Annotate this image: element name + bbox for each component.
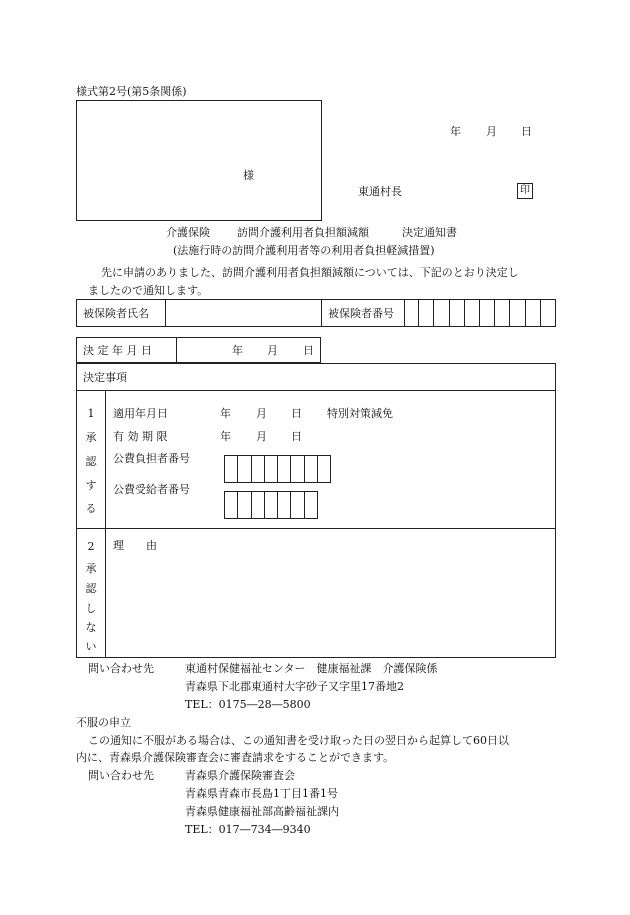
form-number: 様式第2号(第5条関係): [76, 85, 187, 98]
reject-vertical-char: い: [85, 640, 97, 653]
title-line1-b: 訪問介護利用者負担額減額: [237, 226, 369, 239]
reject-vertical-char: な: [85, 621, 97, 634]
approve-vertical-char: る: [85, 502, 97, 515]
review-board-name: 青森県介護保険審査会: [185, 769, 295, 782]
reject-number: 2: [87, 540, 95, 553]
special-reduction-label: 特別対策減免: [327, 407, 393, 420]
issuer-name: 東通村長: [358, 185, 402, 198]
digit-cell[interactable]: [225, 456, 238, 482]
recipient-number-cells[interactable]: [224, 491, 318, 519]
review-board-address: 青森県青森市長島1丁目1番1号: [185, 787, 338, 800]
apply-month: 月: [256, 407, 267, 420]
contact-office: 東通村保健福祉センター 健康福祉課 介護保険係: [185, 662, 438, 675]
intro-line2: ましたので通知します。: [88, 284, 209, 297]
digit-cell[interactable]: [526, 299, 541, 327]
digit-cell[interactable]: [318, 456, 331, 482]
contact-tel: TEL：0175―28―5800: [185, 698, 311, 711]
addressee-honorific: 様: [243, 169, 254, 182]
digit-cell[interactable]: [465, 299, 480, 327]
seal-mark: 印: [517, 183, 533, 199]
title-line2: (法施行時の訪問介護利用者等の利用者負担軽減措置): [173, 244, 435, 257]
decision-date-divider: [176, 337, 177, 363]
digit-cell[interactable]: [238, 456, 251, 482]
insured-name-label: 被保険者氏名: [83, 307, 149, 320]
digit-cell[interactable]: [510, 299, 525, 327]
reject-vertical-char: 承: [85, 562, 97, 575]
review-board-tel: TEL：017―734―9340: [185, 823, 311, 836]
decision-day: 日: [303, 344, 314, 357]
review-board-dept: 青森県健康福祉部高齢福祉課内: [185, 805, 339, 818]
valid-year: 年: [220, 430, 231, 443]
digit-cell[interactable]: [404, 299, 419, 327]
digit-cell[interactable]: [252, 492, 265, 518]
table-rule: [76, 528, 556, 529]
digit-cell[interactable]: [541, 299, 556, 327]
insured-number-label: 被保険者番号: [328, 307, 394, 320]
insured-number-cells[interactable]: [404, 299, 556, 327]
decision-month: 月: [267, 344, 278, 357]
insured-name-field[interactable]: [166, 300, 320, 326]
digit-cell[interactable]: [305, 492, 318, 518]
digit-cell[interactable]: [265, 456, 278, 482]
digit-cell[interactable]: [291, 492, 304, 518]
reject-reason-label: 理 由: [113, 539, 157, 552]
date-day: 日: [521, 125, 532, 138]
validity-label: 有 効 期 限: [113, 430, 168, 443]
appeal-line1: この通知に不服がある場合は、この通知書を受け取った日の翌日から起算して60日以: [88, 734, 509, 747]
digit-cell[interactable]: [278, 456, 291, 482]
insured-divider: [321, 299, 322, 327]
digit-cell[interactable]: [495, 299, 510, 327]
digit-cell[interactable]: [252, 456, 265, 482]
reject-vertical-char: 認: [85, 582, 97, 595]
valid-month: 月: [256, 430, 267, 443]
approve-vertical-char: 承: [85, 431, 97, 444]
date-year: 年: [450, 125, 461, 138]
payer-number-cells[interactable]: [224, 455, 331, 483]
digit-cell[interactable]: [291, 456, 304, 482]
recipient-number-label: 公費受給者番号: [113, 483, 190, 496]
decision-year: 年: [232, 344, 243, 357]
valid-day: 日: [291, 430, 302, 443]
digit-cell[interactable]: [225, 492, 238, 518]
digit-cell[interactable]: [450, 299, 465, 327]
intro-line1: 先に申請のありました、訪問介護利用者負担額減額については、下記のとおり決定し: [101, 266, 519, 279]
decision-items-label: 決定事項: [83, 371, 127, 384]
digit-cell[interactable]: [238, 492, 251, 518]
digit-cell[interactable]: [480, 299, 495, 327]
reason-field[interactable]: [106, 552, 555, 657]
appeal-line2: 内に、青森県介護保険審査会に審査請求をすることができます。: [76, 751, 395, 764]
digit-cell[interactable]: [265, 492, 278, 518]
decision-date-label: 決 定 年 月 日: [83, 344, 152, 357]
apply-year: 年: [220, 407, 231, 420]
digit-cell[interactable]: [434, 299, 449, 327]
digit-cell[interactable]: [278, 492, 291, 518]
title-line1-c: 決定通知書: [402, 226, 457, 239]
table-rule: [76, 390, 556, 391]
approve-vertical-char: す: [85, 479, 97, 492]
payer-number-label: 公費負担者番号: [113, 452, 190, 465]
contact-label: 問い合わせ先: [88, 769, 154, 782]
addressee-box[interactable]: [76, 100, 322, 221]
contact-label: 問い合わせ先: [88, 662, 154, 675]
apply-day: 日: [291, 407, 302, 420]
approve-number: 1: [87, 407, 95, 420]
digit-cell[interactable]: [305, 456, 318, 482]
date-month: 月: [486, 125, 497, 138]
approve-vertical-char: 認: [85, 455, 97, 468]
contact-address: 青森県下北郡東通村大字砂子又字里17番地2: [185, 680, 404, 693]
title-line1-a: 介護保険: [166, 226, 210, 239]
digit-cell[interactable]: [419, 299, 434, 327]
apply-date-label: 適用年月日: [113, 407, 168, 420]
appeal-heading: 不服の申立: [76, 716, 131, 729]
reject-vertical-char: し: [85, 602, 97, 615]
